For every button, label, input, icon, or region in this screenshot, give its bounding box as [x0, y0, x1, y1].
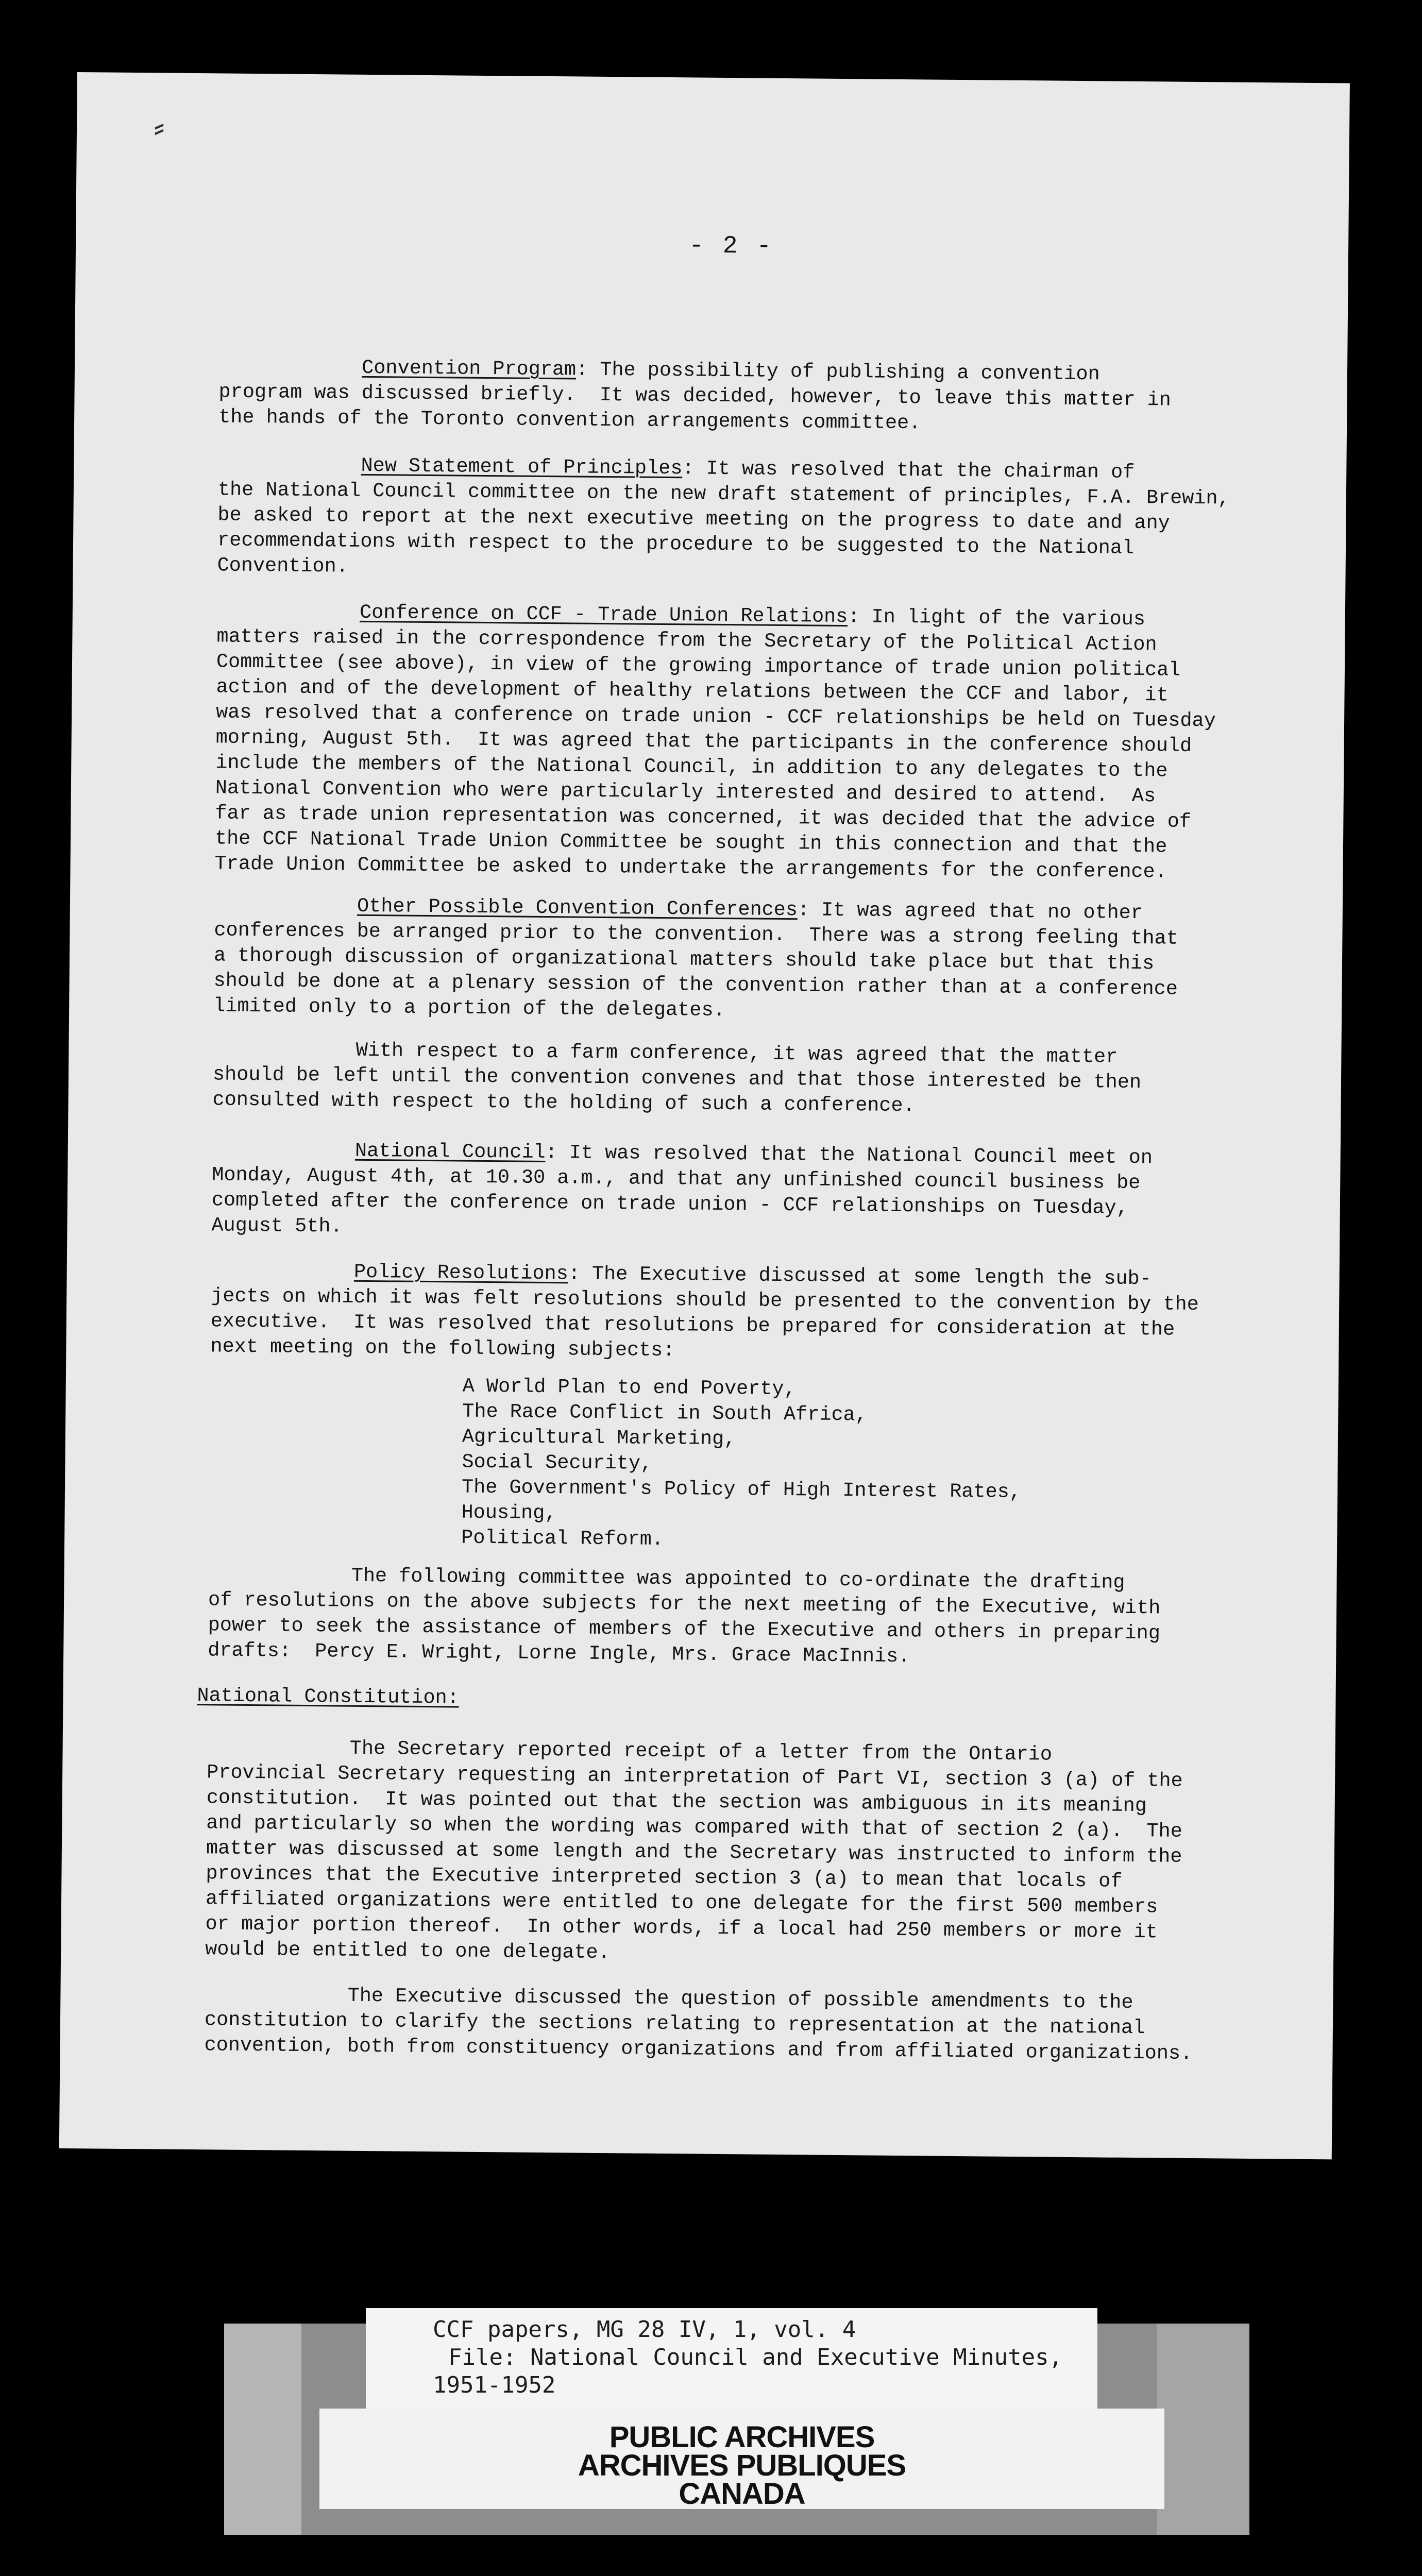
archive-stamp-line-2: ARCHIVES PUBLIQUES: [578, 2449, 906, 2482]
paragraph-other-conferences: Other Possible Convention Conferences: It was agreed that no other conferences be arranged prior to the convention. There was a strong feeling that a thorough discussion of organizational matters should take place but that this should be done at a plenary session of the convention rather than at a conference limited only to a portion of the delegates.: [213, 894, 1179, 1022]
file-reference-line-3: 1951-1952: [433, 2372, 556, 2398]
list-item: A World Plan to end Poverty,: [462, 1375, 796, 1401]
paragraph-drafting-committee: The following committee was appointed to co-ordinate the drafting of resolutions on the above subjects for the next meeting of the Executive, with power to seek the assistance of members of the Executive and others in preparing drafts: Percy E. Wright, Lorne Ingle, Mrs. Grace MacInnis.: [208, 1564, 1161, 1668]
heading-national-council: National Council: [354, 1139, 546, 1164]
file-reference-label: [366, 2308, 1097, 2421]
archive-stamp-line-3: CANADA: [679, 2477, 805, 2511]
archive-stamp-line-1: PUBLIC ARCHIVES: [609, 2420, 875, 2454]
backing-edge-left: [224, 2324, 301, 2535]
backing-edge-right: [1157, 2324, 1249, 2535]
heading-other-conferences: Other Possible Convention Conferences: [357, 894, 798, 922]
paragraph-farm-conference: With respect to a farm conference, it was agreed that the matter should be left until the convention convenes and that those interested be then consulted with respect to the holding of such a conference.: [212, 1039, 1142, 1117]
list-item: The Race Conflict in South Africa,: [462, 1400, 868, 1427]
paragraph-policy-resolutions: Policy Resolutions: The Executive discussed at some length the sub- jects on which it was felt resolutions should be presented to the convention by the executive. It was resolved that resolutions be prepared for consideration at the next meeting on the following subjects:: [210, 1260, 1199, 1362]
heading-convention-program: Convention Program: [362, 356, 577, 381]
subjects-list: [461, 1374, 1022, 1555]
document-page: [59, 72, 1350, 2159]
paragraph-convention-program: Convention Program: The possibility of publishing a convention program was discussed briefly. It was decided, however, to leave this matter in the hands of the Toronto convention arrangements committee.: [218, 356, 1172, 435]
heading-policy-resolutions: Policy Resolutions: [353, 1260, 568, 1285]
archive-stamp: [319, 2409, 1164, 2509]
list-item: Agricultural Marketing,: [462, 1425, 736, 1451]
paragraph-national-council: National Council: It was resolved that the National Council meet on Monday, August 4th, at 10.30 a.m., and that any unfinished council business be completed after the conference on trade union - CCF relationships on Tuesday, August 5th.: [211, 1139, 1153, 1238]
page-number: - 2 -: [688, 232, 774, 261]
file-reference-line-2: File: National Council and Executive Minutes,: [448, 2344, 1063, 2370]
paragraph-trade-union-relations: Conference on CCF - Trade Union Relations: In light of the various matters raised in the correspondence from the Secretary of the Political Action Committee (see above), in view of the growing importance of trade union political action and of the development of healthy relations between the CCF and labor, it was resolved that a conference on trade union - CCF relationships be held on Tuesday morning, August 5th. It was agreed that the participants in the conference should include the members of the National Council, in addition to any delegates to the National Convention who were particularly interested and desired to attend. As far as trade union representation was concerned, it was decided that the advice of the CCF National Trade Union Committee be sought in this connection and that the Trade Union Committee be asked to undertake the arrangements for the conference.: [214, 601, 1216, 884]
list-item: The Government's Policy of High Interest Rates,: [461, 1476, 1022, 1504]
heading-national-constitution: National Constitution:: [197, 1684, 459, 1709]
paragraph-constitution-amendments: The Executive discussed the question of possible amendments to the constitution to clarify the sections relating to representation at the national convention, both from constituency organizations and from affiliated organizations.: [204, 1984, 1193, 2065]
pen-mark-icon: ⸗: [154, 109, 165, 145]
paragraph-new-statement-of-principles: New Statement of Principles: It was resolved that the chairman of the National Council committee on the new draft statement of principles, F.A. Brewin, be asked to report at the next executive meeting on the progress to date and any recommendations with respect to the procedure to be suggested to the National Convention.: [217, 454, 1230, 578]
paragraph-constitution-interpretation: The Secretary reported receipt of a letter from the Ontario Provincial Secretary requesting an interpretation of Part VI, section 3 (a) of the constitution. It was pointed out that the section was ambiguous in its meaning and particularly so when the wording was compared with that of section 2 (a). The matter was discussed at some length and the Secretary was instructed to inform the provinces that the Executive interpreted section 3 (a) to mean that locals of affiliated organizations were entitled to one delegate for the first 500 members or major portion thereof. In other words, if a local had 250 members or more it would be entitled to one delegate.: [205, 1737, 1183, 1964]
list-item: Social Security,: [462, 1450, 653, 1475]
list-item: Housing,: [461, 1501, 557, 1525]
heading-new-statement-of-principles: New Statement of Principles: [361, 454, 683, 480]
heading-trade-union-relations: Conference on CCF - Trade Union Relations: [359, 601, 848, 629]
list-item: Political Reform.: [461, 1526, 664, 1551]
file-reference-line-1: CCF papers, MG 28 IV, 1, vol. 4: [433, 2316, 856, 2343]
